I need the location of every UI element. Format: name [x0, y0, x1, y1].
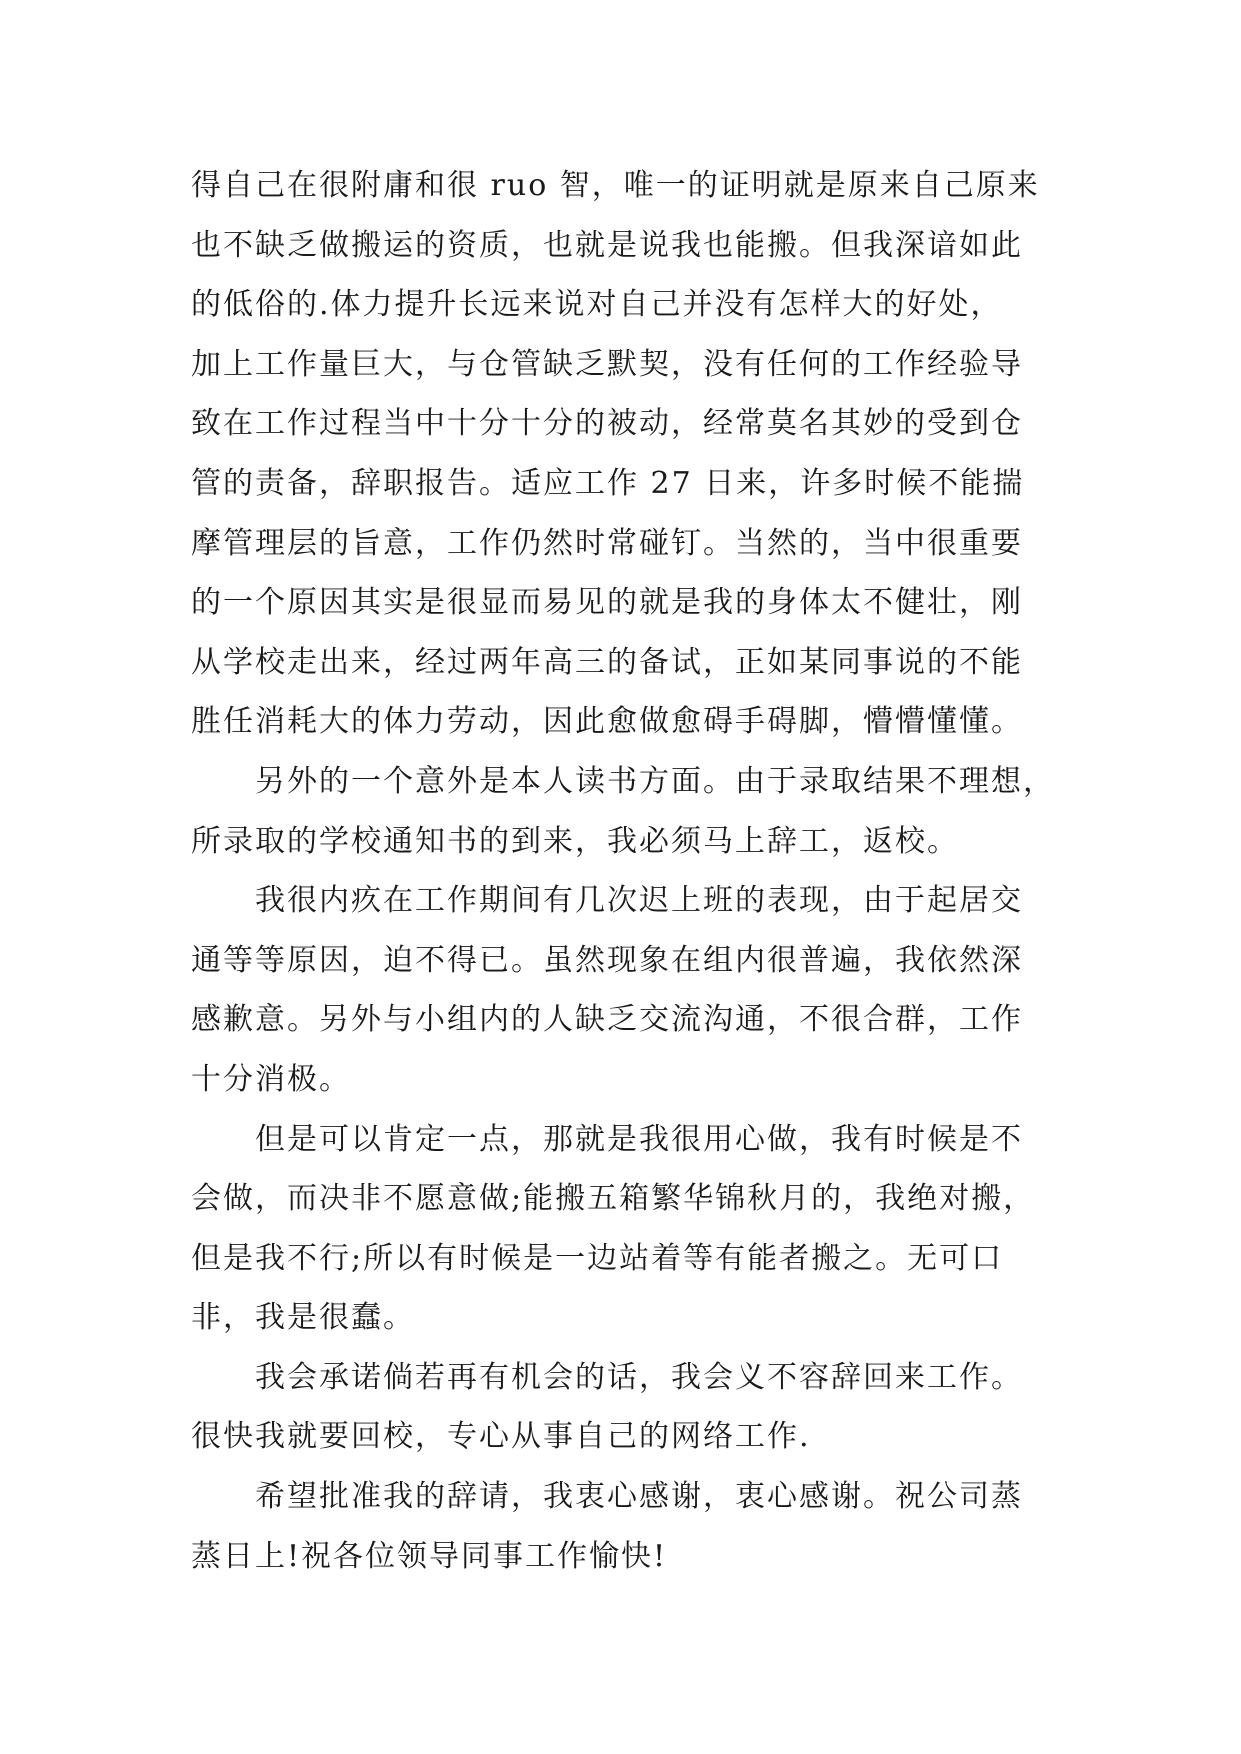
text-line: 得自己在很附庸和很 ruo 智，唯一的证明就是原来自己原来 — [191, 168, 1040, 203]
text-line: 加上工作量巨大，与仓管缺乏默契，没有任何的工作经验导 — [191, 346, 1023, 382]
text-line: 非，我是很蠢。 — [191, 1300, 415, 1336]
text-line: 的一个原因其实是很显而易见的就是我的身体太不健壮，刚 — [191, 585, 1023, 621]
text-line: 也不缺乏做搬运的资质，也就是说我也能搬。但我深谙如此 — [191, 227, 1023, 263]
paragraph-start-line: 我很内疚在工作期间有几次迟上班的表现，由于起居交 — [255, 883, 1023, 919]
text-line: 胜任消耗大的体力劳动，因此愈做愈碍手碍脚，懵懵懂懂。 — [191, 704, 1023, 740]
text-line: 通等等原因，迫不得已。虽然现象在组内很普遍，我依然深 — [191, 942, 1023, 978]
text-line: 从学校走出来，经过两年高三的备试，正如某同事说的不能 — [191, 644, 1023, 680]
text-line: 但是我不行;所以有时候是一边站着等有能者搬之。无可口 — [191, 1240, 1004, 1276]
body-text — [191, 156, 1071, 1586]
paragraph-start-line: 我会承诺倘若再有机会的话，我会义不容辞回来工作。 — [255, 1359, 1023, 1395]
paragraph-start-line: 希望批准我的辞请，我衷心感谢，衷心感谢。祝公司蒸 — [255, 1479, 1023, 1515]
text-line: 管的责备，辞职报告。适应工作 27 日来，许多时候不能揣 — [191, 465, 1025, 501]
text-line: 蒸日上!祝各位领导同事工作愉快! — [191, 1538, 668, 1574]
text-line: 的低俗的.体力提升长远来说对自己并没有怎样大的好处， — [191, 287, 1003, 323]
text-line: 所录取的学校通知书的到来，我必须马上辞工，返校。 — [191, 823, 959, 859]
text-line: 致在工作过程当中十分十分的被动，经常莫名其妙的受到仓 — [191, 406, 1023, 442]
text-line: 十分消极。 — [191, 1061, 351, 1097]
paragraph-start-line: 另外的一个意外是本人读书方面。由于录取结果不理想， — [255, 763, 1055, 799]
paragraph-start-line: 但是可以肯定一点，那就是我很用心做，我有时候是不 — [255, 1121, 1023, 1157]
text-line: 会做，而决非不愿意做;能搬五箱繁华锦秋月的，我绝对搬， — [191, 1181, 1036, 1217]
text-line: 很快我就要回校，专心从事自己的网络工作. — [191, 1419, 811, 1455]
text-line: 摩管理层的旨意，工作仍然时常碰钉。当然的，当中很重要 — [191, 525, 1023, 561]
text-line: 感歉意。另外与小组内的人缺乏交流沟通，不很合群，工作 — [191, 1002, 1023, 1038]
